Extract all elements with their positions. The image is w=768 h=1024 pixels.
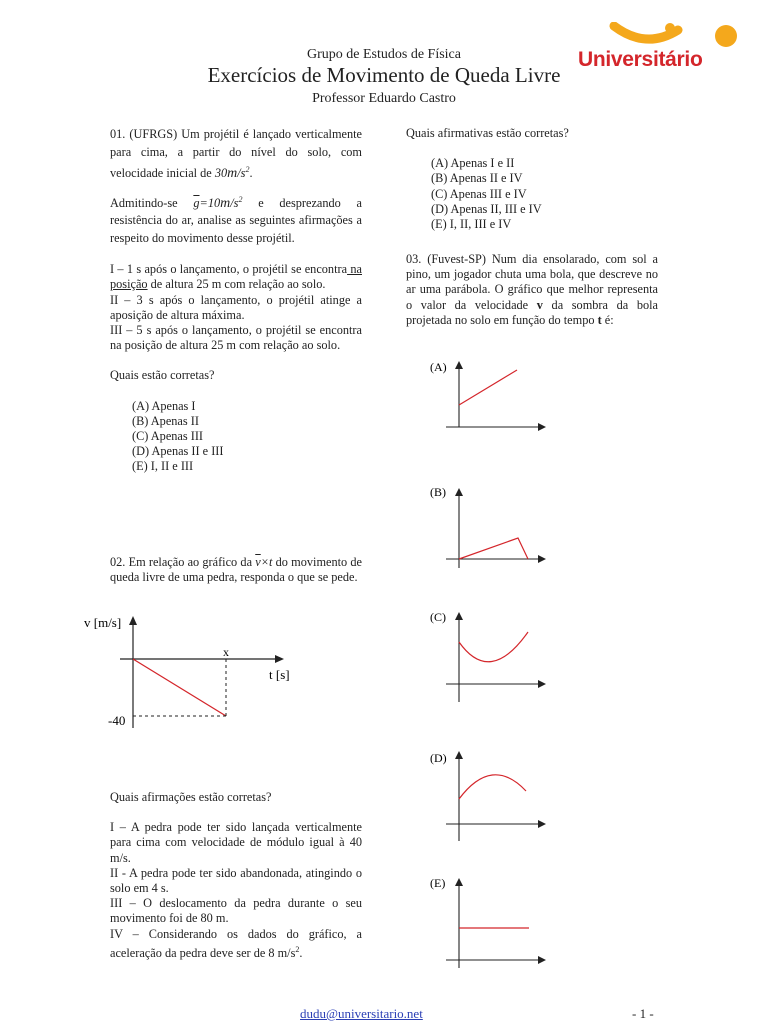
q1-intro: 01. (UFRGS) Um projétil é lançado verticalmente para cima, a partir do nível do solo, com velocidade inicial de — [110, 127, 362, 181]
q1-option-d: (D) Apenas II e III — [132, 444, 224, 459]
page-number: - 1 - — [632, 1006, 654, 1021]
footer-email-link[interactable]: dudu@universitario.net — [300, 1006, 423, 1021]
question-2-options — [406, 126, 658, 232]
q1-gravity: $\overline{g}=10m/s^2$ — [193, 194, 243, 211]
q2-xlabel: t [s] — [269, 667, 290, 682]
q3-label-e: (E) — [430, 876, 446, 890]
q2-option-d: (D) Apenas II, III e IV — [431, 201, 542, 216]
q1-statement-i: I – 1 s após o lançamento, o projétil se encontra — [110, 262, 348, 277]
q1-question: Quais estão corretas? — [110, 368, 215, 383]
q2-x-arrow-icon — [275, 655, 284, 663]
question-2-intro — [110, 555, 362, 585]
q2-statement-iii: III – O deslocamento da pedra durante o seu movimento foi de 80 m. — [110, 896, 362, 926]
q3-label-b: (B) — [430, 485, 446, 499]
q2-followup: Quais afirmativas estão corretas? — [406, 126, 569, 140]
q2-line — [133, 659, 226, 716]
q3-line-b — [459, 538, 528, 559]
q3-line-a — [459, 370, 517, 405]
group-name: Grupo de Estudos de Física — [307, 47, 461, 62]
logo-smile-icon — [600, 22, 750, 48]
q2-option-a: (A) Apenas I e II — [431, 156, 515, 171]
q3-graph-e — [428, 872, 558, 972]
q2-intro-b: do movimento de queda livre de uma pedra, responda o que se pede. — [110, 555, 362, 585]
q2-question: Quais afirmações estão corretas? — [110, 790, 272, 804]
q1-statement-ii: II – 3 s após o lançamento, o projétil atinge a aposição de altura máxima. — [110, 292, 362, 322]
q3-intro: 03. (Fuvest-SP) Num dia ensolarado, com sol a pino, um jogador chuta uma bola, que descreve no ar uma parábola. O gráfico que melhor representa o valor da velocidade — [406, 252, 658, 312]
q2-y-arrow-icon — [129, 616, 137, 625]
q2-option-b: (B) Apenas II e IV — [431, 171, 523, 186]
q2-ylabel: v [m/s] — [84, 615, 122, 630]
q1-option-b: (B) Apenas II — [132, 413, 199, 428]
q3-label-d: (D) — [430, 751, 447, 765]
q1-option-e: (E) I, II e III — [132, 459, 194, 474]
q2-statement-i: I – A pedra pode ter sido lançada verticalmente para cima com velocidade de módulo igual à 40 m/s. — [110, 820, 362, 865]
q1-option-c: (C) Apenas III — [132, 429, 204, 444]
q2-xmark: x — [223, 645, 229, 659]
q2-ymark: -40 — [108, 713, 126, 728]
q2-option-c: (C) Apenas III e IV — [431, 186, 527, 201]
question-3: 03. (Fuvest-SP) Num dia ensolarado, com sol a pino, um jogador chuta uma bola, que descreve no ar uma parábola. O gráfico que melhor representa o valor da velocidade v da sombra da bola projetada no solo em função do tempo t é: — [406, 252, 658, 327]
q3-graph-c — [428, 606, 558, 706]
q2-vt: $\overline{v}\times t$ — [255, 555, 273, 569]
professor-name: Professor Eduardo Castro — [312, 91, 456, 106]
q3-label-c: (C) — [430, 610, 446, 624]
q1-option-a: (A) Apenas I — [132, 398, 196, 413]
q2-statement-ii: II - A pedra pode ter sido abandonada, atingindo o solo em 4 s. — [110, 865, 362, 896]
q3-curve-c — [459, 632, 528, 662]
q3-label-a: (A) — [430, 360, 447, 374]
q3-graph-b — [428, 482, 558, 572]
logo-text: Universitário — [578, 48, 703, 71]
q1-intro-b: e desprezando a resistência do ar, analise as seguintes afirmações a respeito do movimento desse projétil. — [110, 195, 362, 245]
q3-graph-a — [428, 355, 558, 435]
q2-intro: 02. Em relação ao gráfico da — [110, 555, 253, 569]
q2-graph — [78, 610, 318, 740]
page-title: Exercícios de Movimento de Queda Livre — [207, 63, 561, 87]
q1-admit: Admitindo-se — [110, 195, 178, 210]
q2-statement-iv: IV – Considerando os dados do gráfico, a aceleração da pedra deve ser de 8 $m/s^2$. — [110, 926, 362, 960]
q1-statement-iii: III – 5 s após o lançamento, o projétil se encontra na posição de altura 25 m com relação ao solo. — [110, 323, 362, 353]
q1-velocity: $30m/s^2$ — [214, 165, 250, 182]
q3-curve-d — [459, 775, 526, 799]
question-1: 01. (UFRGS) Um projétil é lançado verticalmente para cima, a partir do nível do solo, com velocidade inicial de $30m/s^2$. Admitindo-se $\overline{g}=10m/s^2$ e desprezando a resistência do ar, analise as seguintes afirmações a respeito do movimento desse projétil. I – 1 s após o lançamento, o projétil se encontra na posição de altura 25 m com relação ao solo. II – 3 s após o lançamento, o projétil atinge a aposição de altura máxima. III – 5 s após o lançamento, o projétil se encontra na posição de altura 25 m com relação ao solo. Quais estão corretas? (A) Apenas I (B) Apenas II (C) Apenas III (D) Apenas II e III (E) I, II e III — [110, 127, 362, 474]
question-2-statements — [110, 790, 362, 961]
q3-graph-d — [428, 745, 558, 845]
q2-option-e: (E) I, II, III e IV — [431, 217, 512, 232]
